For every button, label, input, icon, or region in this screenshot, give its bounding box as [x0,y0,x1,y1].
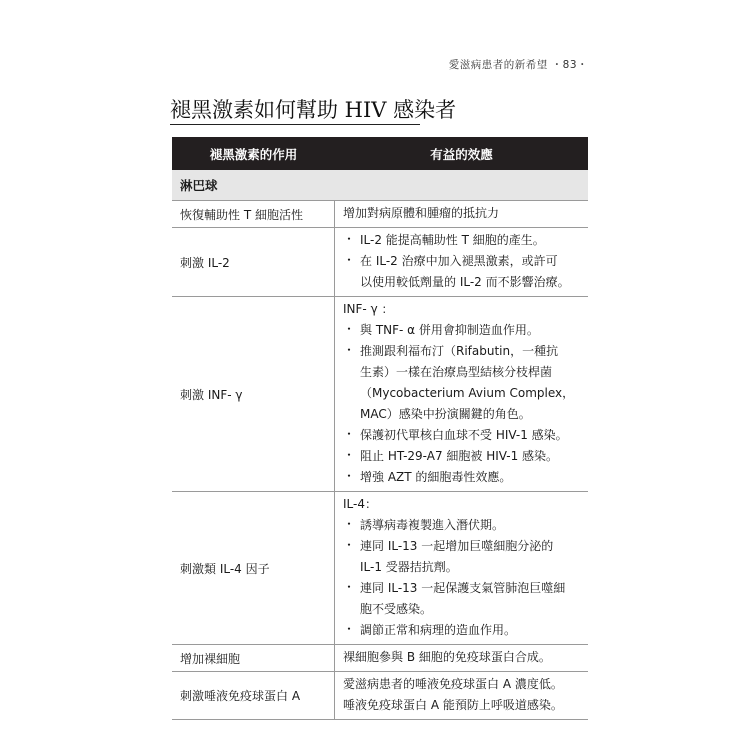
benefit-cell [335,492,588,644]
bullet-item [343,620,580,641]
header-effect: 褪黑激素的作用 [209,146,298,162]
effect-cell [172,201,335,227]
bullet-line: 保護初代單核白血球不受 HIV-1 感染。 [360,428,568,442]
table-body [172,201,588,720]
bullet-line: 與 TNF- α 併用會抑制造血作用。 [360,323,539,337]
effect-cell [172,645,335,671]
bullet-line: （Mycobacterium Avium Complex， [360,386,575,400]
bullet-line: 連同 IL-13 一起保護支氣管肺泡巨噬細 [360,581,566,595]
bullet-item [343,425,580,446]
bullet-item [343,341,580,425]
benefit-line: 愛滋病患者的唾液免疫球蛋白 A 濃度低。 [343,677,563,691]
bullet-text [360,446,580,467]
bullet-dot-icon: ・ [343,448,356,462]
bullet-dot-icon: ・ [343,253,356,267]
bullet-line: 增強 AZT 的細胞毒性效應。 [360,470,512,484]
benefit-cell [335,201,588,227]
benefit-intro: IL-4： [343,497,377,511]
bullet-line: MAC）感染中扮演關鍵的角色。 [360,407,531,421]
bullet-text [360,467,580,488]
header-benefit: 有益的效應 [430,146,493,162]
bullet-dot-icon: ・ [343,322,356,336]
effect-label: 刺激唾液免疫球蛋白 A [180,689,301,703]
bullet-text [360,425,580,446]
bullet-text [360,515,580,536]
bullet-line: 生素）一樣在治療鳥型結核分枝桿菌 [360,365,553,379]
bullet-item [343,578,580,620]
benefit-line: 裸細胞參與 B 細胞的免疫球蛋白合成。 [343,650,551,664]
effect-cell [172,672,335,719]
table-header [172,137,588,170]
bullet-text [360,341,580,425]
bullet-line: 調節正常和病理的造血作用。 [360,623,517,637]
benefit-intro: INF- γ ： [343,302,394,316]
table-row [172,228,588,297]
bullet-dot-icon: ・ [343,232,356,246]
bullet-line: 以使用較低劑量的 IL-2 而不影響治療。 [360,275,570,289]
bullet-dot-icon: ・ [343,538,356,552]
bullet-item [343,320,580,341]
bullet-dot-icon: ・ [343,622,356,636]
table-row [172,201,588,228]
table-row [172,492,588,645]
bullet-item [343,515,580,536]
table-row [172,297,588,492]
benefit-line: 唾液免疫球蛋白 A 能預防上呼吸道感染。 [343,698,563,712]
effect-label: 刺激 INF- γ [180,387,243,402]
table-row [172,645,588,672]
effect-cell [172,228,335,296]
bullet-dot-icon: ・ [343,580,356,594]
bullet-dot-icon: ・ [343,517,356,531]
table-row [172,672,588,720]
benefit-cell [335,297,588,491]
running-head: 愛滋病患者的新希望 ・83・ [448,59,588,71]
bullet-text [360,230,580,251]
bullet-line: IL-2 能提高輔助性 T 細胞的產生。 [360,233,545,247]
bullet-item [343,536,580,578]
effect-label: 刺激類 IL-4 因子 [180,561,270,576]
bullet-dot-icon: ・ [343,343,356,357]
bullet-line: 阻止 HT-29-A7 細胞被 HIV-1 感染。 [360,449,559,463]
bullet-item [343,467,580,488]
bullet-dot-icon: ・ [343,469,356,483]
benefit-cell [335,228,588,296]
effect-label: 刺激 IL-2 [180,255,230,270]
benefit-cell [335,672,588,719]
effect-cell [172,492,335,644]
bullet-text [360,536,580,578]
bullet-line: 誘導病毒複製進入潛伏期。 [360,518,505,532]
bullet-text [360,320,580,341]
section-row-lymphocytes: 淋巴球 [172,170,588,201]
benefit-cell [335,645,588,671]
effect-label: 恢復輔助性 T 細胞活性 [180,207,303,222]
bullet-dot-icon: ・ [343,427,356,441]
bullet-text [360,251,580,293]
benefit-line: 增加對病原體和腫瘤的抵抗力 [343,206,500,220]
bullet-item [343,251,580,293]
bullet-line: 在 IL-2 治療中加入褪黑激素，或許可 [360,254,558,268]
effects-table [172,137,588,720]
effect-cell [172,297,335,491]
effect-label: 增加裸細胞 [180,651,241,666]
bullet-line: IL-1 受器拮抗劑。 [360,560,458,574]
bullet-text [360,620,580,641]
bullet-item [343,230,580,251]
bullet-line: 連同 IL-13 一起增加巨噬細胞分泌的 [360,539,554,553]
page-title: 褪黑激素如何幫助 HIV 感染者 [170,98,457,122]
bullet-line: 推測跟利福布汀（Rifabutin，一種抗 [360,344,559,358]
title-underline [170,124,420,125]
bullet-item [343,446,580,467]
bullet-line: 胞不受感染。 [360,602,433,616]
bullet-text [360,578,580,620]
